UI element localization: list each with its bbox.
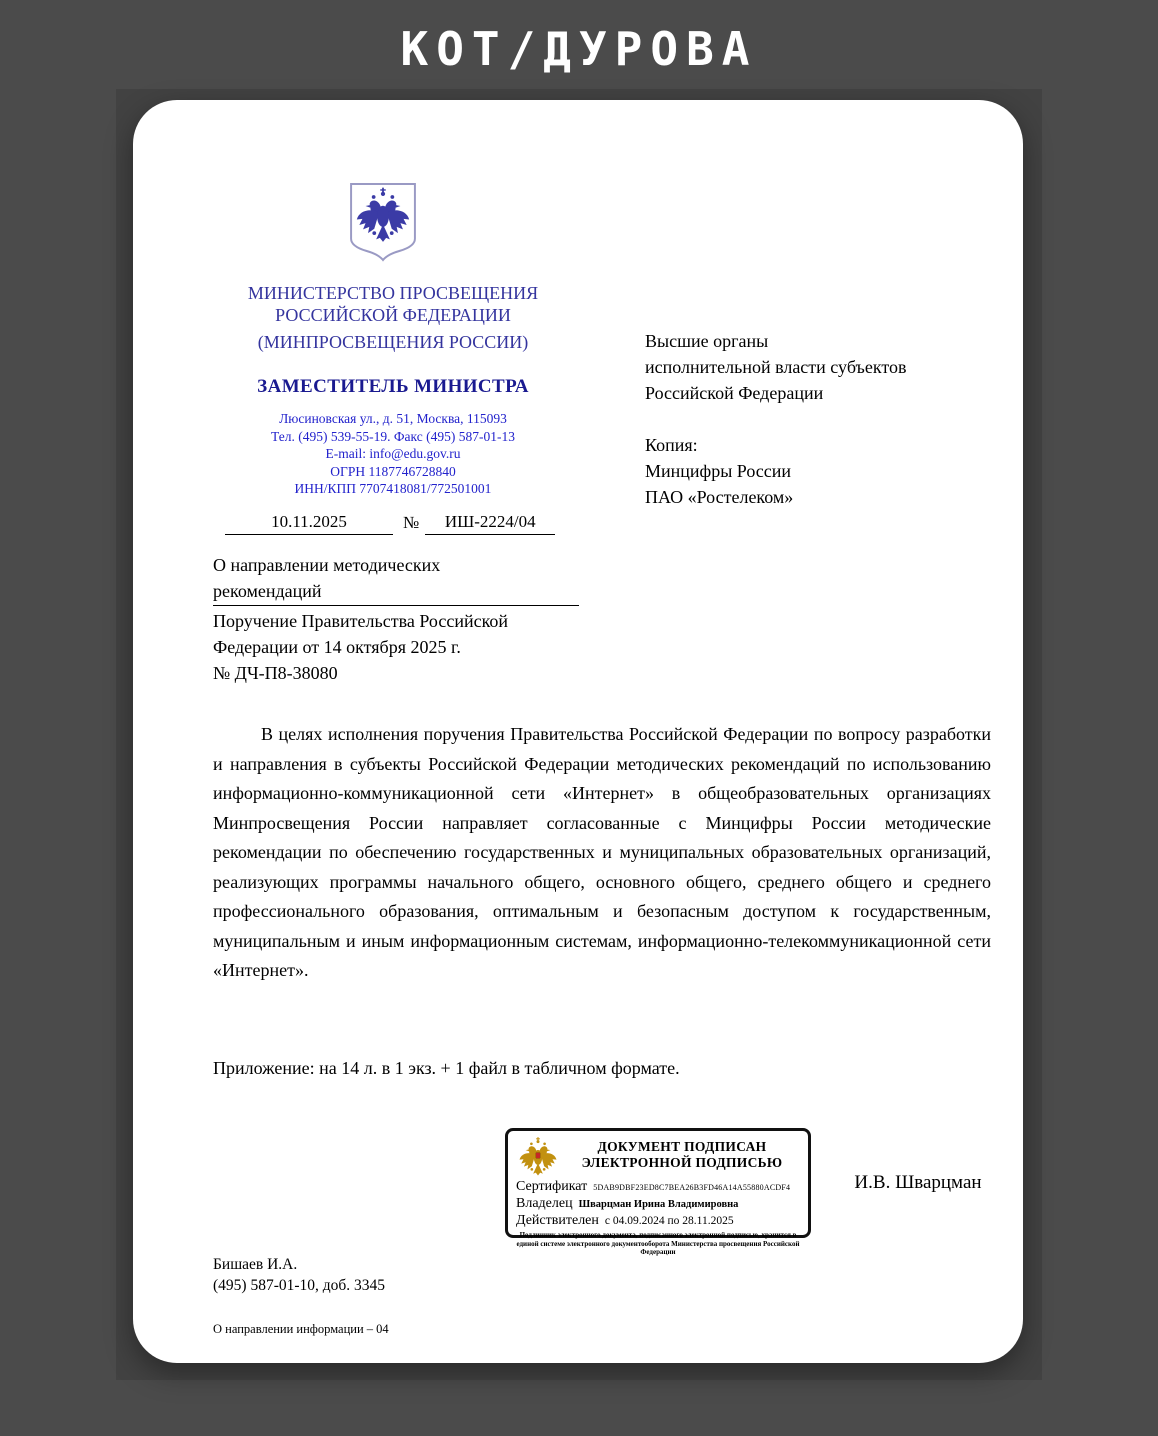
subject-line3: Поручение Правительства Российской bbox=[213, 611, 509, 631]
contact-email: E-mail: info@edu.gov.ru bbox=[325, 446, 461, 461]
reference-row bbox=[225, 512, 585, 535]
recipient-to-line: Высшие органы bbox=[645, 331, 769, 351]
case-footnote: О направлении информации – 04 bbox=[213, 1322, 389, 1336]
attachment-line: Приложение: на 14 л. в 1 экз. + 1 файл в табличном формате. bbox=[213, 1058, 680, 1078]
certificate-label: Сертификат bbox=[516, 1179, 588, 1194]
ministry-name-line1: МИНИСТЕРСТВО ПРОСВЕЩЕНИЯ bbox=[247, 283, 539, 303]
ministry-short-name: (МИНПРОСВЕЩЕНИЯ РОССИИ) bbox=[257, 332, 529, 352]
electronic-signature-stamp bbox=[505, 1128, 811, 1256]
spacer bbox=[645, 406, 995, 432]
executor-name: Бишаев И.А. bbox=[213, 1256, 298, 1273]
certificate-row bbox=[516, 1179, 800, 1195]
stamp-footnote: Подлинник электронного документа, подписанного электронной подписью, хранится в единой системе электронного документооборота Министерства просвещения Российской Федерации bbox=[516, 1231, 800, 1256]
ministry-name bbox=[163, 282, 623, 326]
copy-recipient-line: ПАО «Ростелеком» bbox=[645, 487, 794, 507]
validity-row bbox=[516, 1213, 800, 1229]
executor-block bbox=[213, 1254, 385, 1296]
copy-recipient-line: Минцифры России bbox=[645, 461, 792, 481]
subject-line2: рекомендаций bbox=[213, 581, 322, 601]
signer-position-title: ЗАМЕСТИТЕЛЬ МИНИСТРА bbox=[257, 376, 529, 397]
subject-line4: Федерации от 14 октября 2025 г. bbox=[213, 637, 461, 657]
owner-row bbox=[516, 1196, 800, 1212]
recipient-to-line: исполнительной власти субъектов bbox=[645, 357, 907, 377]
letterhead-contacts bbox=[163, 410, 623, 498]
stamp-title bbox=[564, 1136, 800, 1171]
subject-line5: № ДЧ-П8-38080 bbox=[213, 663, 338, 683]
certificate-value: 5DAB9DBF23ED8C7BEA26B3FD46A14A55880ACDF4 bbox=[593, 1183, 791, 1192]
stamp-header bbox=[516, 1136, 800, 1178]
validity-value: с 04.09.2024 по 28.11.2025 bbox=[604, 1215, 734, 1227]
signer-name: И.В. Шварцман bbox=[854, 1172, 982, 1193]
contact-inn-kpp: ИНН/КПП 7707418081/772501001 bbox=[294, 481, 492, 496]
ministry-eagle-icon bbox=[516, 1136, 560, 1178]
copy-label: Копия: bbox=[645, 435, 698, 455]
recipient-to-line: Российской Федерации bbox=[645, 383, 824, 403]
body-paragraph: В целях исполнения поручения Правительства Российской Федерации по вопросу разработки и направления в субъекты Российской Федерации методических рекомендаций по использованию информационно-коммуникационной сети «Интернет» в общеобразовательных организациях Минпросвещения России направляет согласованные с Минцифры России методические рекомендации по обеспечению государственных и муниципальных образовательных организаций, реализующих программы начального общего, основного общего, среднего общего и среднего профессионального образования, оптимальным и безопасным доступом к государственным, муниципальным и иным информационным системам, информационно-телекоммуникационной сети «Интернет». bbox=[213, 724, 991, 980]
russia-coat-of-arms-icon bbox=[345, 178, 421, 266]
reference-number: ИШ-2224/04 bbox=[425, 512, 555, 535]
reference-date: 10.11.2025 bbox=[225, 512, 393, 535]
ministry-name-line2: РОССИЙСКОЙ ФЕДЕРАЦИИ bbox=[275, 305, 511, 325]
number-sign: № bbox=[403, 513, 420, 532]
stamp-title-line2: ЭЛЕКТРОННОЙ ПОДПИСЬЮ bbox=[581, 1155, 783, 1170]
contact-address: Люсиновская ул., д. 51, Москва, 115093 bbox=[279, 411, 507, 426]
contact-ogrn: ОГРН 1187746728840 bbox=[330, 463, 456, 479]
owner-label: Владелец bbox=[516, 1196, 573, 1211]
executor-phone: (495) 587-01-10, доб. 3345 bbox=[213, 1277, 386, 1294]
subject-block bbox=[213, 552, 579, 686]
recipients-block bbox=[645, 328, 995, 510]
document-card bbox=[133, 100, 1023, 1363]
subject-line2-underlined bbox=[213, 578, 579, 606]
validity-label: Действителен bbox=[516, 1213, 599, 1228]
subject-line1: О направлении методических bbox=[213, 555, 441, 575]
owner-value: Шварцман Ирина Владимировна bbox=[578, 1199, 739, 1210]
contact-phone-fax: Тел. (495) 539-55-19. Факс (495) 587-01-13 bbox=[271, 428, 515, 444]
channel-watermark-logo: КОТ/ДУРОВА bbox=[400, 22, 758, 76]
stamp-title-line1: ДОКУМЕНТ ПОДПИСАН bbox=[597, 1139, 767, 1154]
